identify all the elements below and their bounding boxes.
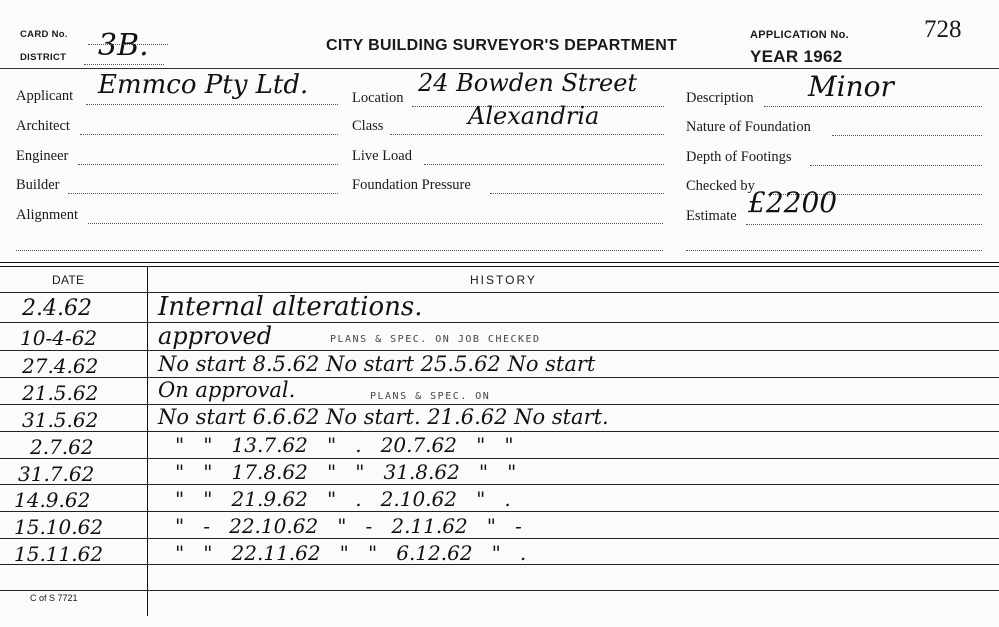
description-line <box>764 106 982 107</box>
row-rule <box>0 322 999 323</box>
builder-line <box>68 193 338 194</box>
table-row-stamp: PLANS & SPEC. ON JOB CHECKED <box>330 334 541 345</box>
table-row-stamp: PLANS & SPEC. ON <box>370 391 491 402</box>
year-label: YEAR 1962 <box>750 47 843 66</box>
row-rule <box>0 431 999 432</box>
table-top-rule-2 <box>0 266 999 267</box>
table-row-history: No start 6.6.62 No start. 21.6.62 No start. <box>158 405 609 429</box>
row-rule <box>0 511 999 512</box>
department-title: CITY BUILDING SURVEYOR'S DEPARTMENT <box>326 37 678 54</box>
table-row-history: " " 22.11.62 " " 6.12.62 " . <box>175 541 527 565</box>
table-row-history: No start 8.5.62 No start 25.5.62 No start <box>158 352 596 376</box>
description-value: Minor <box>808 70 894 103</box>
table-row-date: 15.10.62 <box>14 515 104 539</box>
estimate-line <box>746 224 982 225</box>
header-row-rule <box>0 292 999 293</box>
form-code: C of S 7721 <box>30 593 78 603</box>
nature-line <box>832 135 982 136</box>
blank-line-right <box>686 250 982 251</box>
table-row-history: approved <box>158 322 273 350</box>
table-row-date: 21.5.62 <box>22 381 99 405</box>
table-top-rule-1 <box>0 262 999 263</box>
architect-label: Architect <box>16 118 70 134</box>
table-row-history: " - 22.10.62 " - 2.11.62 " - <box>175 514 522 538</box>
row-rule <box>0 377 999 378</box>
location-value: 24 Bowden Street <box>418 69 638 97</box>
blank-line-left <box>16 250 663 251</box>
alignment-label: Alignment <box>16 207 79 223</box>
table-row-history: " " 21.9.62 " . 2.10.62 " . <box>175 487 511 511</box>
alignment-line <box>88 223 663 224</box>
nature-of-foundation-label: Nature of Foundation <box>686 119 811 135</box>
district-line <box>84 64 164 65</box>
applicant-label: Applicant <box>16 88 74 104</box>
live-load-line <box>424 164 664 165</box>
location-label: Location <box>352 90 404 106</box>
row-rule <box>0 458 999 459</box>
table-row-history: Internal alterations. <box>158 292 423 322</box>
engineer-label: Engineer <box>16 148 69 164</box>
estimate-value: £2200 <box>748 186 838 219</box>
class-value: Alexandria <box>468 102 600 130</box>
card-no-line <box>88 44 168 45</box>
foundation-pressure-label: Foundation Pressure <box>352 177 471 193</box>
description-label: Description <box>686 90 754 106</box>
architect-line <box>80 134 338 135</box>
row-rule <box>0 538 999 539</box>
application-number: 728 <box>924 16 962 43</box>
card-no-label: CARD No. <box>20 29 68 40</box>
estimate-label: Estimate <box>686 208 737 224</box>
table-row-date: 15.11.62 <box>14 542 104 566</box>
depth-of-footings-label: Depth of Footings <box>686 149 792 165</box>
class-line <box>390 134 664 135</box>
foundation-pressure-line <box>490 193 664 194</box>
depth-line <box>810 165 982 166</box>
table-row-date: 27.4.62 <box>22 354 99 378</box>
application-label: APPLICATION No. <box>750 29 850 41</box>
table-row-date: 14.9.62 <box>14 488 91 512</box>
table-row-date: 31.7.62 <box>18 462 95 486</box>
class-label: Class <box>352 118 384 134</box>
district-label: DISTRICT <box>20 52 67 63</box>
table-row-date: 31.5.62 <box>22 408 99 432</box>
table-row-history: " " 17.8.62 " " 31.8.62 " " <box>175 460 517 484</box>
table-row-history: On approval. <box>158 378 296 402</box>
applicant-line <box>86 104 338 105</box>
applicant-value: Emmco Pty Ltd. <box>98 70 309 100</box>
row-rule <box>0 350 999 351</box>
builder-label: Builder <box>16 177 60 193</box>
table-row-date: 2.7.62 <box>30 435 94 459</box>
table-row-date: 2.4.62 <box>22 296 92 321</box>
row-rule <box>0 484 999 485</box>
engineer-line <box>78 164 338 165</box>
live-load-label: Live Load <box>352 148 412 164</box>
history-header: HISTORY <box>470 273 537 287</box>
checked-by-label: Checked by <box>686 178 755 194</box>
table-row-date: 10-4-62 <box>20 326 98 350</box>
district-value: 3B. <box>98 28 149 63</box>
row-rule <box>0 590 999 591</box>
table-row-history: " " 13.7.62 " . 20.7.62 " " <box>175 433 514 457</box>
date-header: DATE <box>52 273 85 287</box>
